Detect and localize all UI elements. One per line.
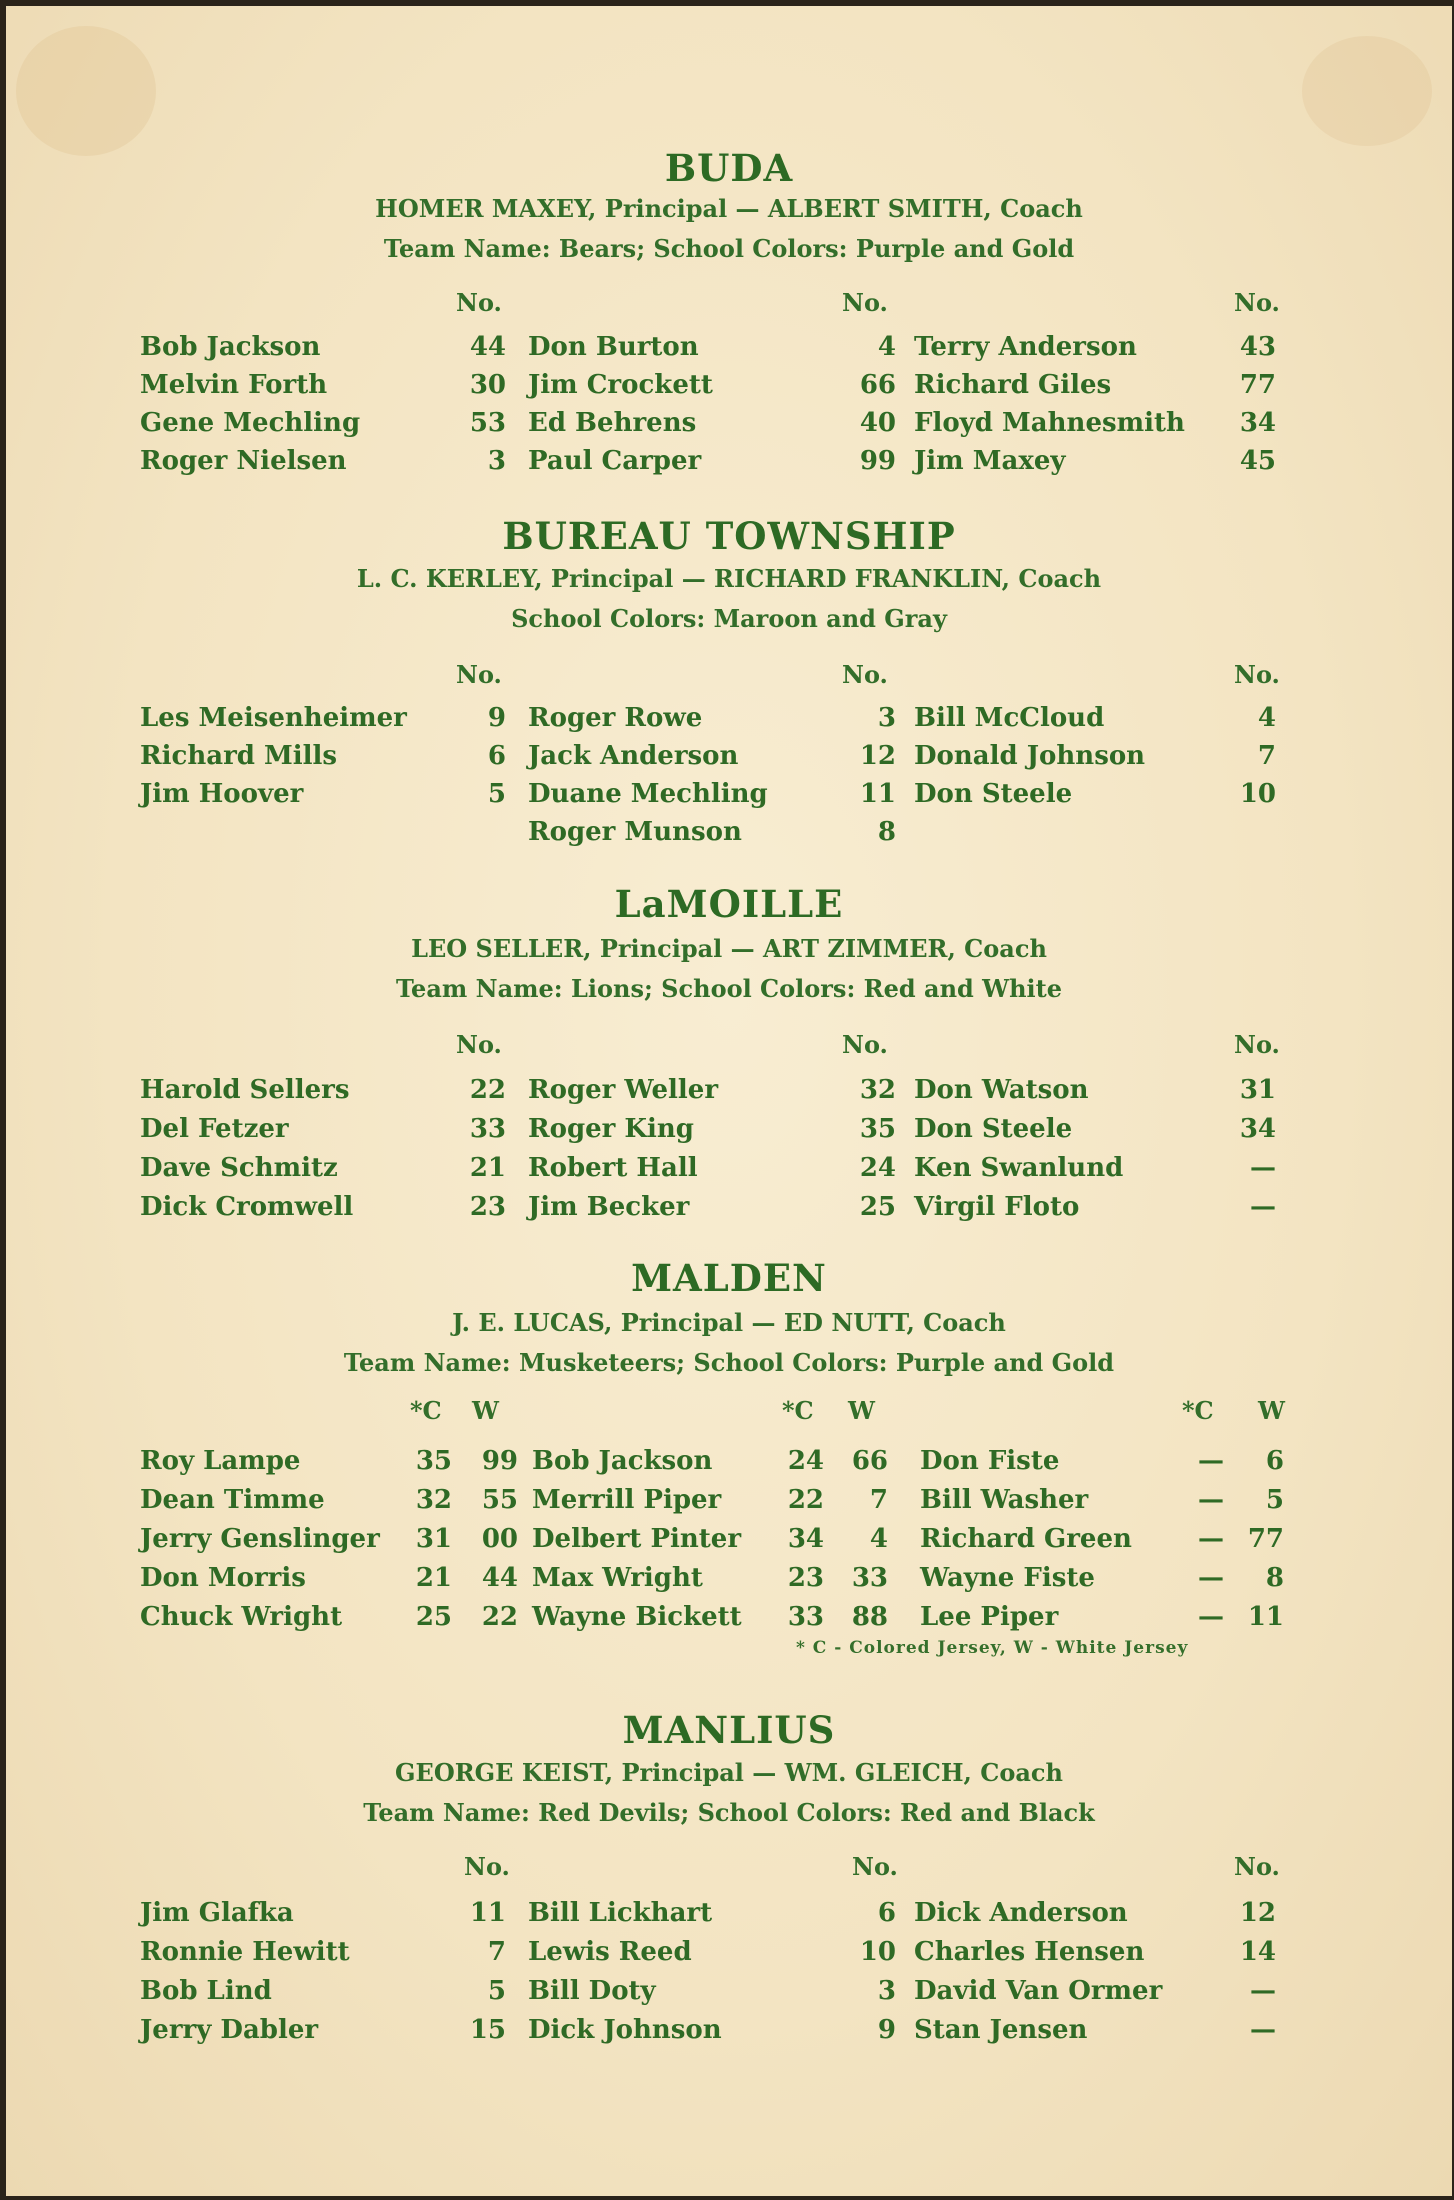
player-number: 10 <box>859 1937 896 1967</box>
player-number: — <box>1250 1976 1276 2006</box>
player-name: Charles Hensen <box>914 1937 1145 1967</box>
player-number: — <box>1250 1192 1276 1222</box>
colored-jersey-number: — <box>1198 1524 1224 1554</box>
colored-jersey-number: 25 <box>415 1602 452 1632</box>
player-number: 12 <box>859 741 896 771</box>
player-name: Roger Nielsen <box>140 446 347 476</box>
colored-jersey-number: 35 <box>415 1446 452 1476</box>
player-number: 40 <box>859 408 896 438</box>
player-number: 6 <box>877 1898 896 1928</box>
colored-jersey-number: 33 <box>787 1602 824 1632</box>
player-number: 6 <box>487 741 506 771</box>
player-number: 77 <box>1239 370 1276 400</box>
player-number: 12 <box>1239 1898 1276 1928</box>
number-header: No. <box>1234 660 1280 689</box>
player-number: 25 <box>859 1192 896 1222</box>
colored-jersey-number: 24 <box>787 1446 824 1476</box>
player-number: 99 <box>859 446 896 476</box>
player-name: Don Steele <box>914 779 1073 809</box>
player-number: 44 <box>469 332 506 362</box>
roster-row <box>6 1937 1452 1975</box>
player-number: 34 <box>1239 1114 1276 1144</box>
program-page <box>6 6 1452 2196</box>
roster-row <box>6 1114 1452 1152</box>
player-number: 8 <box>877 817 896 847</box>
white-jersey-number: 11 <box>1247 1602 1284 1632</box>
number-header: No. <box>456 1030 502 1059</box>
number-header: No. <box>1234 288 1280 317</box>
team-title: MANLIUS <box>622 1708 836 1752</box>
white-jersey-header: W <box>472 1396 499 1425</box>
colored-jersey-header: *C <box>410 1396 442 1425</box>
roster-row <box>6 1898 1452 1936</box>
number-header: No. <box>842 660 888 689</box>
player-name: Del Fetzer <box>140 1114 289 1144</box>
paper-stain <box>16 26 156 156</box>
player-number: 4 <box>1257 703 1276 733</box>
player-name: Jim Becker <box>528 1192 690 1222</box>
player-name: Dean Timme <box>140 1485 325 1515</box>
player-name: Jerry Genslinger <box>140 1524 380 1554</box>
roster-row <box>6 817 1452 855</box>
player-name: Paul Carper <box>528 446 702 476</box>
white-jersey-number: 6 <box>1265 1446 1284 1476</box>
roster-row <box>6 2015 1452 2053</box>
player-name: Gene Mechling <box>140 408 361 438</box>
player-number: 9 <box>487 703 506 733</box>
player-name: Chuck Wright <box>140 1602 343 1632</box>
white-jersey-header: W <box>1258 1396 1285 1425</box>
player-name: Stan Jensen <box>914 2015 1088 2045</box>
paper-stain <box>1302 36 1432 146</box>
player-number: 23 <box>469 1192 506 1222</box>
player-name: Dick Cromwell <box>140 1192 354 1222</box>
number-header: No. <box>456 660 502 689</box>
number-header: No. <box>456 288 502 317</box>
player-name: Richard Mills <box>140 741 338 771</box>
number-header: No. <box>1234 1852 1280 1881</box>
roster-row <box>6 332 1452 370</box>
team-officials: L. C. KERLEY, Principal — RICHARD FRANKLIN, Coach <box>356 564 1102 593</box>
player-name: Merrill Piper <box>532 1485 722 1515</box>
player-name: Don Morris <box>140 1563 306 1593</box>
player-number: 9 <box>877 2015 896 2045</box>
player-number: 53 <box>469 408 506 438</box>
player-number: 33 <box>469 1114 506 1144</box>
player-number: 31 <box>1239 1075 1276 1105</box>
player-name: Max Wright <box>532 1563 703 1593</box>
player-name: Robert Hall <box>528 1153 698 1183</box>
number-header: No. <box>852 1852 898 1881</box>
player-number: 43 <box>1239 332 1276 362</box>
player-number: — <box>1250 2015 1276 2045</box>
player-number: 7 <box>1257 741 1276 771</box>
white-jersey-number: 99 <box>481 1446 518 1476</box>
team-title: LaMOILLE <box>614 882 844 926</box>
player-number: 15 <box>469 2015 506 2045</box>
team-info: Team Name: Red Devils; School Colors: Red and Black <box>363 1798 1095 1827</box>
player-number: 66 <box>859 370 896 400</box>
player-name: Roger Munson <box>528 817 742 847</box>
colored-jersey-number: 21 <box>415 1563 452 1593</box>
team-info: Team Name: Lions; School Colors: Red and White <box>395 974 1063 1003</box>
roster-row <box>6 741 1452 779</box>
player-number: 3 <box>877 1976 896 2006</box>
roster-row <box>6 1485 1452 1523</box>
player-name: Ken Swanlund <box>914 1153 1124 1183</box>
player-name: Roger Weller <box>528 1075 719 1105</box>
player-name: Melvin Forth <box>140 370 328 400</box>
white-jersey-header: W <box>848 1396 875 1425</box>
player-number: 7 <box>487 1937 506 1967</box>
player-name: Harold Sellers <box>140 1075 350 1105</box>
white-jersey-number: 5 <box>1265 1485 1284 1515</box>
player-name: Don Burton <box>528 332 699 362</box>
player-name: Les Meisenheimer <box>140 703 407 733</box>
roster-row <box>6 1446 1452 1484</box>
player-name: Jack Anderson <box>528 741 739 771</box>
team-officials: HOMER MAXEY, Principal — ALBERT SMITH, Coach <box>375 194 1083 223</box>
white-jersey-number: 55 <box>481 1485 518 1515</box>
colored-jersey-header: *C <box>782 1396 814 1425</box>
white-jersey-number: 8 <box>1265 1563 1284 1593</box>
player-name: Duane Mechling <box>528 779 768 809</box>
number-header: No. <box>464 1852 510 1881</box>
player-name: Jim Hoover <box>140 779 304 809</box>
player-number: 32 <box>859 1075 896 1105</box>
player-number: 35 <box>859 1114 896 1144</box>
roster-row <box>6 408 1452 446</box>
jersey-legend-note: * C - Colored Jersey, W - White Jersey <box>796 1638 1189 1658</box>
player-name: Bill Washer <box>920 1485 1089 1515</box>
player-number: 11 <box>469 1898 506 1928</box>
player-name: Don Watson <box>914 1075 1089 1105</box>
player-number: 10 <box>1239 779 1276 809</box>
team-title: MALDEN <box>631 1256 827 1300</box>
player-name: Richard Giles <box>914 370 1112 400</box>
player-name: Wayne Fiste <box>920 1563 1095 1593</box>
roster-row <box>6 1075 1452 1113</box>
colored-jersey-number: — <box>1198 1563 1224 1593</box>
player-name: Bill McCloud <box>914 703 1105 733</box>
white-jersey-number: 00 <box>481 1524 518 1554</box>
colored-jersey-header: *C <box>1182 1396 1214 1425</box>
white-jersey-number: 22 <box>481 1602 518 1632</box>
player-name: Jim Maxey <box>914 446 1066 476</box>
colored-jersey-number: — <box>1198 1602 1224 1632</box>
player-name: Jim Crockett <box>528 370 713 400</box>
number-header: No. <box>842 288 888 317</box>
white-jersey-number: 4 <box>869 1524 888 1554</box>
team-officials: LEO SELLER, Principal — ART ZIMMER, Coach <box>411 934 1047 963</box>
player-number: 22 <box>469 1075 506 1105</box>
player-name: Lewis Reed <box>528 1937 692 1967</box>
roster-row <box>6 703 1452 741</box>
colored-jersey-number: — <box>1198 1446 1224 1476</box>
number-header: No. <box>1234 1030 1280 1059</box>
player-number: 45 <box>1239 446 1276 476</box>
player-number: 5 <box>487 779 506 809</box>
white-jersey-number: 88 <box>851 1602 888 1632</box>
white-jersey-number: 66 <box>851 1446 888 1476</box>
player-name: Bill Doty <box>528 1976 656 2006</box>
white-jersey-number: 77 <box>1247 1524 1284 1554</box>
player-name: Roger King <box>528 1114 694 1144</box>
player-name: Don Steele <box>914 1114 1073 1144</box>
colored-jersey-number: 31 <box>415 1524 452 1554</box>
team-info: School Colors: Maroon and Gray <box>511 604 947 633</box>
player-number: 34 <box>1239 408 1276 438</box>
player-name: Terry Anderson <box>914 332 1137 362</box>
roster-row <box>6 370 1452 408</box>
player-name: Bill Lickhart <box>528 1898 713 1928</box>
player-number: 5 <box>487 1976 506 2006</box>
player-name: Roy Lampe <box>140 1446 301 1476</box>
player-name: Dick Anderson <box>914 1898 1128 1928</box>
roster-row <box>6 779 1452 817</box>
player-name: Dave Schmitz <box>140 1153 338 1183</box>
white-jersey-number: 7 <box>869 1485 888 1515</box>
player-name: Bob Lind <box>140 1976 272 2006</box>
roster-row <box>6 1524 1452 1562</box>
player-name: Ronnie Hewitt <box>140 1937 350 1967</box>
white-jersey-number: 33 <box>851 1563 888 1593</box>
player-number: 21 <box>469 1153 506 1183</box>
player-number: 4 <box>877 332 896 362</box>
roster-row <box>6 1153 1452 1191</box>
player-name: Wayne Bickett <box>532 1602 742 1632</box>
team-title: BUREAU TOWNSHIP <box>502 514 956 558</box>
roster-row <box>6 446 1452 484</box>
player-name: Jerry Dabler <box>140 2015 319 2045</box>
roster-row <box>6 1602 1452 1640</box>
team-officials: GEORGE KEIST, Principal — WM. GLEICH, Coach <box>395 1758 1063 1787</box>
player-name: Bob Jackson <box>532 1446 713 1476</box>
player-name: Ed Behrens <box>528 408 697 438</box>
roster-row <box>6 1192 1452 1230</box>
player-name: Jim Glafka <box>140 1898 294 1928</box>
player-name: David Van Ormer <box>914 1976 1163 2006</box>
player-name: Don Fiste <box>920 1446 1060 1476</box>
player-number: — <box>1250 1153 1276 1183</box>
colored-jersey-number: — <box>1198 1485 1224 1515</box>
player-number: 11 <box>859 779 896 809</box>
player-name: Virgil Floto <box>914 1192 1080 1222</box>
colored-jersey-number: 34 <box>787 1524 824 1554</box>
player-name: Delbert Pinter <box>532 1524 742 1554</box>
player-name: Lee Piper <box>920 1602 1059 1632</box>
colored-jersey-number: 32 <box>415 1485 452 1515</box>
player-number: 3 <box>487 446 506 476</box>
white-jersey-number: 44 <box>481 1563 518 1593</box>
player-name: Floyd Mahnesmith <box>914 408 1185 438</box>
player-name: Bob Jackson <box>140 332 321 362</box>
player-name: Donald Johnson <box>914 741 1146 771</box>
team-title: BUDA <box>664 146 794 190</box>
team-officials: J. E. LUCAS, Principal — ED NUTT, Coach <box>452 1308 1006 1337</box>
player-number: 30 <box>469 370 506 400</box>
colored-jersey-number: 23 <box>787 1563 824 1593</box>
number-header: No. <box>842 1030 888 1059</box>
player-number: 3 <box>877 703 896 733</box>
roster-row <box>6 1976 1452 2014</box>
team-info: Team Name: Musketeers; School Colors: Purple and Gold <box>343 1348 1115 1377</box>
team-info: Team Name: Bears; School Colors: Purple and Gold <box>383 234 1075 263</box>
player-name: Richard Green <box>920 1524 1132 1554</box>
colored-jersey-number: 22 <box>787 1485 824 1515</box>
player-number: 24 <box>859 1153 896 1183</box>
player-name: Dick Johnson <box>528 2015 722 2045</box>
player-name: Roger Rowe <box>528 703 703 733</box>
player-number: 14 <box>1239 1937 1276 1967</box>
roster-row <box>6 1563 1452 1601</box>
